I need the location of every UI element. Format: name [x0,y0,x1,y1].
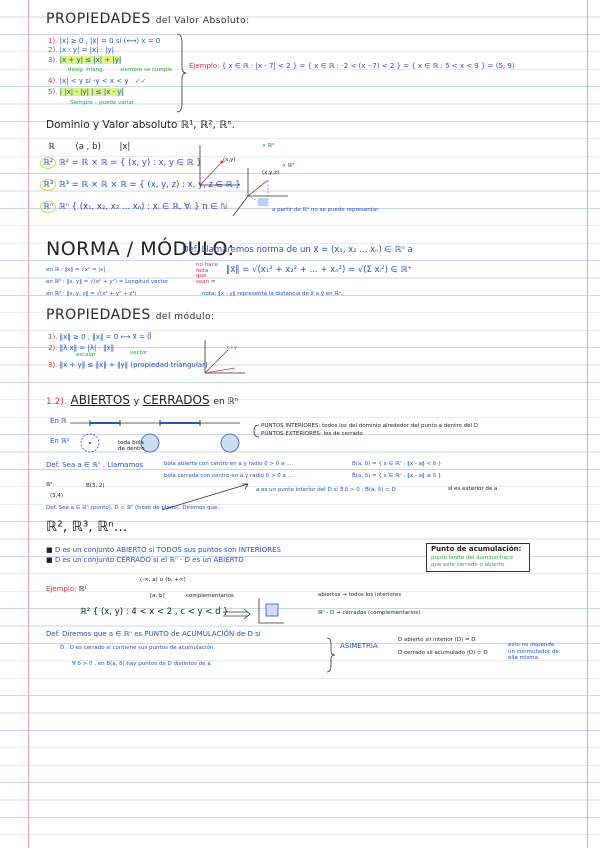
section-number: 1.2). [46,397,67,407]
prop-number: 3). [48,56,58,64]
space-badge: ℝⁿ [40,201,56,213]
prop-number: 3). [48,361,58,369]
set-rectangle: ℝ² { (x, y) : 4 < x < 2 , c < y < d } [80,607,229,617]
title-main: PROPIEDADES [46,11,151,27]
title-word: en ℝⁿ [213,397,239,407]
note-rn-not-representable: a partir de ℝ⁴ no se puede representar [272,207,379,213]
example-point: (3,4) [50,493,64,499]
brace-right-2 [326,637,336,673]
def-d-subset: Def. Sea a ∈ ℝⁿ (punto), D ⊂ ℝⁿ (trozo de plano). Diremos que: [46,505,220,511]
prop-item-5 [48,89,124,96]
spaces-heading: ℝ², ℝ³, ℝⁿ... [46,519,128,535]
box-title: Punto de acumulación: [431,545,522,553]
label-point-xy: (x,y) [223,157,236,163]
def-ball-closed: bola cerrada con centro en a y radio δ > 0 a .... [164,473,295,479]
accumulation-point-box [426,543,530,572]
implies-arrow [222,609,252,619]
prop-text: ‖x‖ ≥ 0 , ‖x‖ = 0 ⟷ x⃗ = 0⃗ [59,333,152,341]
def-ball-open: bola abierta con centro en a y radio δ > 0 a .... [164,461,294,467]
label-r2-corner: ∝ ℝ² [262,143,275,149]
def-text: D es un conjunto CERRADO si el ℝⁿ - D es un ABIERTO [54,556,244,564]
title-rest: del Valor Absoluto: [155,16,250,26]
title-word: ABIERTOS [70,393,130,407]
note-text: puede variar [99,100,135,106]
bracket-left [252,424,260,438]
interior-definition: a es un punto interior del D si ∃ δ > 0 : B(a, δ) ⊂ D [256,487,396,493]
space-badge: ℝ² [40,157,56,169]
prop-text: |x + y| ≤ |x| + |y| [59,56,122,64]
prop-text: ‖λ x‖ = |λ| · ‖x‖ [59,344,115,352]
module-prop-2 [48,345,114,352]
closed-set-definition [46,557,244,564]
asymmetry-label: ASIMETRÍA [340,642,378,650]
norm-in-r2: en ℝ² : ‖x, y‖ = √(x² + y²) = Longitud vector [46,279,169,285]
row-text: ℝⁿ { (x₁, x₂, x₃ ... xₙ) : xᵢ ∈ ℝ, ∀ᵢ } n ∈ ℕ [58,202,228,212]
title-word: CERRADOS [142,393,210,407]
asymmetry-note: esto no depende un conmutador de ella misma. [508,642,559,662]
note-scalar: escalar [76,352,96,358]
norm-formula: ‖x⃗‖ = √(x₁² + x₂² + ... + xₙ²) = √(Σ xᵢ²) ∈ ℝ⁺ [226,265,412,275]
prop-number: 5). [48,88,58,96]
ball-closed-formula: B̄(a, δ) = { x ∈ ℝⁿ : ‖x - a‖ ≤ δ } [352,473,442,479]
open-closed-discs [70,430,240,456]
note-text: siempre se cumple [120,67,173,73]
open-intervals: (-∞, a) ∪ (b, +∞) [140,577,186,583]
note-not-equal: no hace falta que sean ≠ [196,262,218,285]
header-cell: |x| [119,142,131,152]
row-rn [40,203,227,212]
note-triangle-inequality [68,68,172,74]
open-set-definition [46,547,281,554]
open-all-interior: abiertos → todos los interiores [318,592,402,598]
module-prop-1 [48,334,152,341]
asymmetry-closed: D cerrado sii acumulado (D) ⊂ D [398,650,488,656]
row-text: ℝ³ = ℝ × ℝ × ℝ = { (x, y, z) : x, y, z ∈ ℝ } [58,180,241,190]
section-title-norm: NORMA / MÓDULO: [46,238,235,260]
example-open-closed [46,586,87,593]
title-rest: del módulo: [155,312,215,322]
def-text: Def. Sea a ∈ ℝⁿ . Llamamos [46,461,144,469]
domain-header-row [48,143,130,152]
note-text: Siempre [70,100,93,106]
prop-item-2 [48,47,114,54]
note-ball-inside: toda bola de dentro [118,440,145,452]
prop-item-3 [48,57,121,64]
def-text: D es un conjunto ABIERTO si TODOS sus puntos son INTERIORES [54,546,281,554]
margin-line [28,0,29,848]
check-marks: ✓✓ [134,77,147,85]
row-r2 [40,159,202,168]
asymmetry-open: D abierto sii interior (D) = D [398,637,476,643]
section-title-module-props [46,308,215,322]
prop-number: 1). [48,333,58,341]
prop-item-1 [48,38,160,45]
number-line-r [70,416,240,430]
header-cell: (a , b) [75,142,101,152]
header-cell: ℝ [48,142,55,152]
example-r2-label: ℝ² [46,482,53,488]
prop-number: 1). [48,37,58,45]
page-edge-line [587,0,588,848]
forall-delta-text: ∀ δ > 0 , en B(a, δ) hay puntos de D distintos de a. [72,661,213,667]
ball-open-formula: B(a, δ) = { x ∈ ℝⁿ : ‖x - a‖ < δ } [352,461,442,467]
vector-sum-diagram [200,338,250,378]
closed-interval: [a, b] [150,593,165,599]
note-always: Siempre – puede variar [70,100,135,106]
complementary-label: complementarios [186,593,234,599]
box-body: punto límite del dominio hace que este cerrado o abierto [431,555,514,569]
bullet: ■ [46,546,53,554]
accumulation-definition: Def. Diremos que a ∈ ℝⁿ es PUNTO de ACUMULACIÓN de D si [46,630,261,638]
interior-side-note: si es exterior de a [448,486,498,492]
title-main: PROPIEDADES [46,307,151,323]
example-text: { x ∈ ℝ : |x - 7| < 2 } = { x ∈ ℝ : -2 < (x - 7) < 2 } = { x ∈ ℝ : 5 < x < 9 } = (5, 9) [221,62,515,70]
module-prop-3 [48,362,208,369]
prop-text: |x · y| = |x| · |y| [59,46,115,54]
label-en-r2: En ℝ² [50,437,70,445]
label-en-r: En ℝ [50,417,67,425]
example-label: Ejemplo: [46,585,77,593]
label-r3-corner: ∝ ℝ³ [282,163,295,169]
prop-text: ‖x + y‖ ≤ ‖x‖ + ‖y‖ (propiedad triangular) [59,361,208,369]
norm-in-r3: en ℝ³ : ‖x, y, z‖ = √(x² + y² + z²) [46,291,137,297]
closed-complementary: ℝⁿ - D → cerrados (complementarios) [318,610,421,616]
example-ball: B(3, 2) [86,483,105,489]
space-badge: ℝ³ [40,179,56,191]
prop-text: |x| < y si -y < x < y [59,77,129,85]
prop-text: | |x| - |y| | ≤ |x - y| [59,88,124,96]
prop-number: 2). [48,46,58,54]
label-x-plus-y: x+y [226,345,238,351]
exterior-points-text: PUNTOS EXTERIORES: los de cerrado [261,431,363,437]
row-text: ℝ² = ℝ × ℝ = { (x, y) : x, y ∈ ℝ } [58,158,202,168]
d-bar-text: D̄ : D es cerrado si contiene sus puntos de acumulación. [60,645,216,651]
label-point-xyz: (x,y,z) [262,170,280,176]
example-label: Ejemplo: [189,62,220,70]
bullet: ■ [46,556,53,564]
section-title-domain: Dominio y Valor absoluto ℝ¹, ℝ², ℝⁿ. [46,119,236,131]
section-title-open-closed [46,394,238,407]
prop-text: |x| ≥ 0 , |x| = 0 si (⟷) x = 0 [59,37,161,45]
def-ball [46,462,143,469]
title-word: y [133,397,140,407]
norm-definition: Def. Llamaremos norma de un x⃗ = (x₁, x₂ ... xₙ) ∈ ℝⁿ a [182,245,413,255]
brace-right [176,33,186,113]
norm-in-r1: en ℝ : ‖x‖ = √x² = |x| [46,267,106,273]
interior-points-text: PUNTOS INTERIORES: todos los del dominio alrededor del punto a dentro del D [261,423,478,429]
prop-number: 4). [48,77,58,85]
note-text: desig. triang. [68,67,105,73]
norm-note-distance: nota: ‖x - y‖ representa la distancia de x⃗ a y⃗ en ℝⁿ. [202,291,343,297]
prop-item-4 [48,78,146,85]
example-absolute [189,63,515,70]
note-vector: vector [130,350,148,356]
section-title-absolute-value [46,12,250,26]
prop-number: 2). [48,344,58,352]
example-space: ℝ¹ [78,585,88,593]
shaded-region-diagram [256,596,286,626]
